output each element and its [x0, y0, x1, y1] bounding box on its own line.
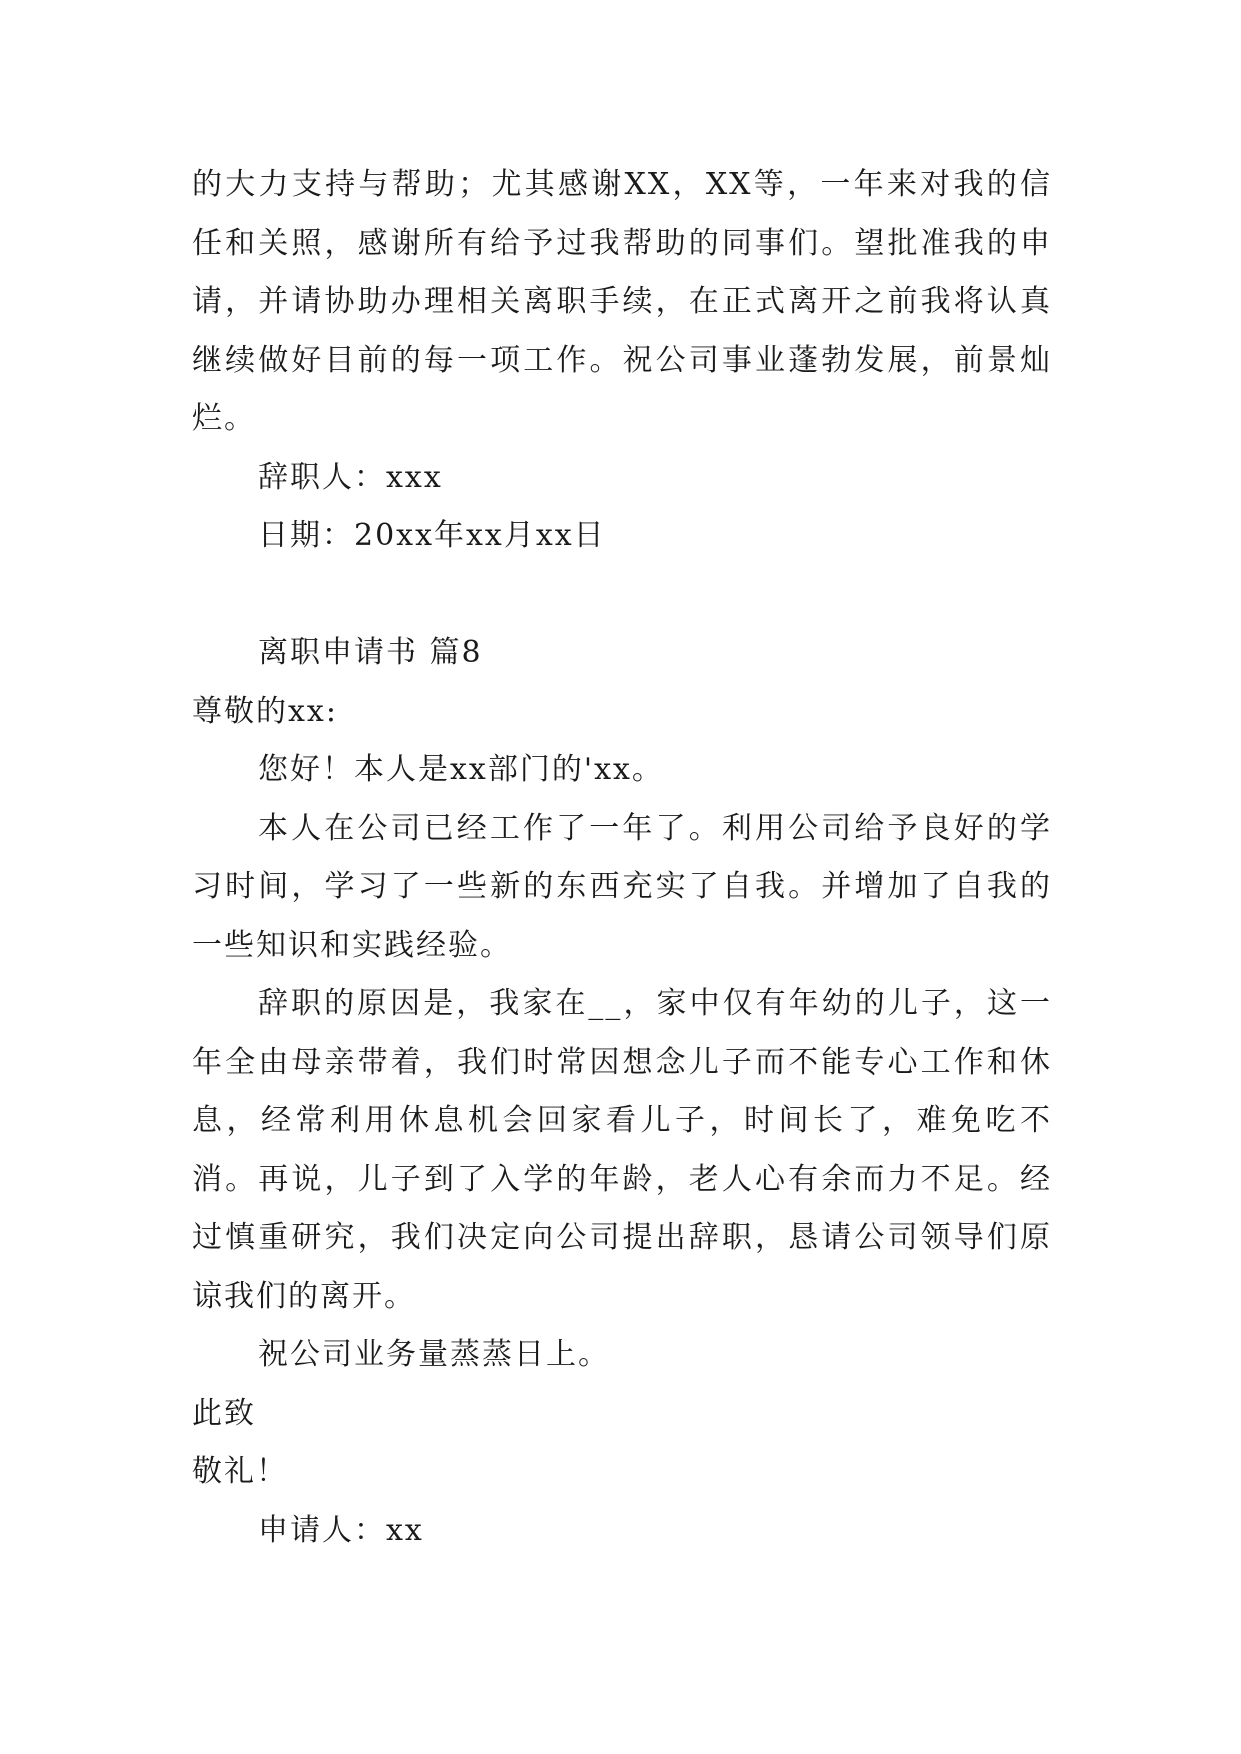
salutation: 尊敬的xx: [192, 693, 338, 729]
wishes-paragraph: 祝公司业务量蒸蒸日上。 [258, 1337, 610, 1372]
resigner-signature: 辞职人：xxx [258, 459, 443, 495]
applicant-signature: 申请人：xx [258, 1512, 424, 1548]
greeting-paragraph: 您好！本人是xx部门的'xx。 [258, 752, 664, 787]
body-paragraph-2: 辞职的原因是，我家在__，家中仅有年幼的儿子，这一年全由母亲带着，我们时常因想念儿子而不能专心工作和休息，经常利用休息机会回家看儿子，时间长了，难免吃不消。再说，儿子到了入学的年龄，老人心有余而力不足。经过慎重研究，我们决定向公司提出辞职，恳请公司领导们原谅我们的离开。 [192, 986, 1052, 1314]
continuation-paragraph: 的大力支持与帮助；尤其感谢XX，XX等，一年来对我的信任和关照，感谢所有给予过我帮助的同事们。望批准我的申请，并请协助办理相关离职手续，在正式离开之前我将认真继续做好目前的每一项工作。祝公司事业蓬勃发展，前景灿烂。 [192, 167, 1052, 436]
section-spacer [192, 566, 1052, 625]
closing-line-2: 敬礼！ [192, 1454, 288, 1489]
section-title: 离职申请书 篇8 [258, 635, 483, 670]
document-body [192, 156, 1052, 1560]
body-paragraph-1: 本人在公司已经工作了一年了。利用公司给予良好的学习时间，学习了一些新的东西充实了自我。并增加了自我的一些知识和实践经验。 [192, 810, 1052, 963]
closing-line-1: 此致 [192, 1395, 256, 1431]
resignation-date: 日期：20xx年xx月xx日 [258, 518, 606, 553]
